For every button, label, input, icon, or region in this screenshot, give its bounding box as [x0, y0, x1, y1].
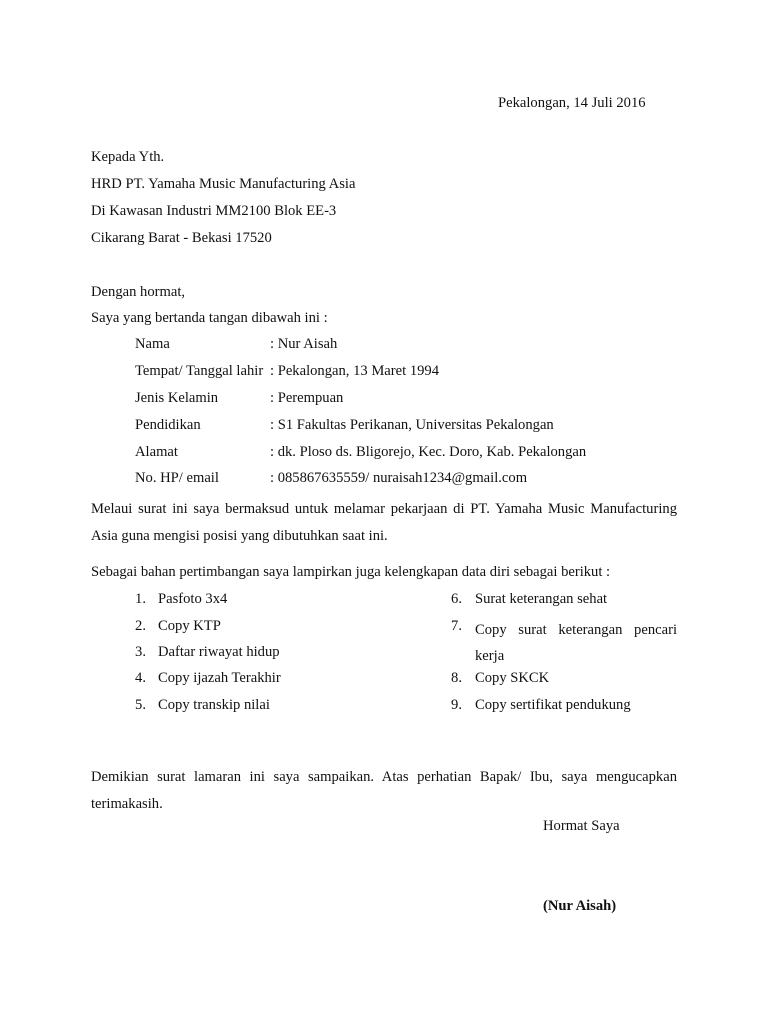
list-item-number: 7.: [451, 618, 462, 634]
list-item-number: 2.: [135, 618, 146, 634]
list-item-number: 4.: [135, 670, 146, 686]
list-item: Copy SKCK: [475, 670, 550, 686]
greeting: Dengan hormat,: [91, 284, 186, 300]
field-value-ttl: : Pekalongan, 13 Maret 1994: [270, 363, 440, 379]
attachments-intro: Sebagai bahan pertimbangan saya lampirkan juga kelengkapan data diri sebagai berikut :: [91, 564, 611, 580]
list-item: Copy KTP: [158, 618, 221, 634]
purpose-line-1: Melaui surat ini saya bermaksud untuk melamar pekarjaan di PT. Yamaha Music Manufacturing: [91, 501, 677, 517]
list-item: Copy sertifikat pendukung: [475, 697, 631, 713]
closing-line-1: Demikian surat lamaran ini saya sampaikan. Atas perhatian Bapak/ Ibu, saya mengucapkan: [91, 769, 677, 785]
list-item-number: 5.: [135, 697, 146, 713]
purpose-paragraph: [91, 496, 677, 550]
signature-name: (Nur Aisah): [543, 898, 617, 914]
place-date: Pekalongan, 14 Juli 2016: [498, 95, 646, 111]
sign-off: Hormat Saya: [543, 818, 620, 834]
list-item-line: Copy surat keterangan pencari: [475, 622, 677, 638]
list-item: [475, 617, 677, 669]
field-label-ttl: Tempat/ Tanggal lahir: [135, 363, 264, 379]
field-value-hp-email: : 085867635559/ nuraisah1234@gmail.com: [270, 470, 528, 486]
field-label-jenis-kelamin: Jenis Kelamin: [135, 390, 219, 406]
closing-line-2: terimakasih.: [91, 796, 163, 812]
list-item: Copy transkip nilai: [158, 697, 270, 713]
field-value-nama: : Nur Aisah: [270, 336, 338, 352]
list-item: Copy ijazah Terakhir: [158, 670, 281, 686]
field-value-pendidikan: : S1 Fakultas Perikanan, Universitas Pekalongan: [270, 417, 554, 433]
list-item-line: kerja: [475, 648, 505, 664]
list-item-number: 3.: [135, 644, 146, 660]
list-item-number: 9.: [451, 697, 462, 713]
purpose-line-2: Asia guna mengisi posisi yang dibutuhkan saat ini.: [91, 528, 388, 544]
intro-text: Saya yang bertanda tangan dibawah ini :: [91, 310, 328, 326]
field-label-alamat: Alamat: [135, 444, 178, 460]
field-label-pendidikan: Pendidikan: [135, 417, 201, 433]
recipient-salutation: Kepada Yth.: [91, 149, 165, 165]
list-item-number: 8.: [451, 670, 462, 686]
list-item: Surat keterangan sehat: [475, 591, 608, 607]
list-item: Pasfoto 3x4: [158, 591, 228, 607]
field-value-alamat: : dk. Ploso ds. Bligorejo, Kec. Doro, Kab. Pekalongan: [270, 444, 587, 460]
field-label-hp-email: No. HP/ email: [135, 470, 219, 486]
list-item-number: 6.: [451, 591, 462, 607]
field-value-jenis-kelamin: : Perempuan: [270, 390, 344, 406]
closing-paragraph: [91, 764, 677, 818]
recipient-address-1: Di Kawasan Industri MM2100 Blok EE-3: [91, 203, 337, 219]
field-label-nama: Nama: [135, 336, 170, 352]
list-item-number: 1.: [135, 591, 146, 607]
list-item: Daftar riwayat hidup: [158, 644, 280, 660]
recipient-address-2: Cikarang Barat - Bekasi 17520: [91, 230, 272, 246]
recipient-company: HRD PT. Yamaha Music Manufacturing Asia: [91, 176, 356, 192]
